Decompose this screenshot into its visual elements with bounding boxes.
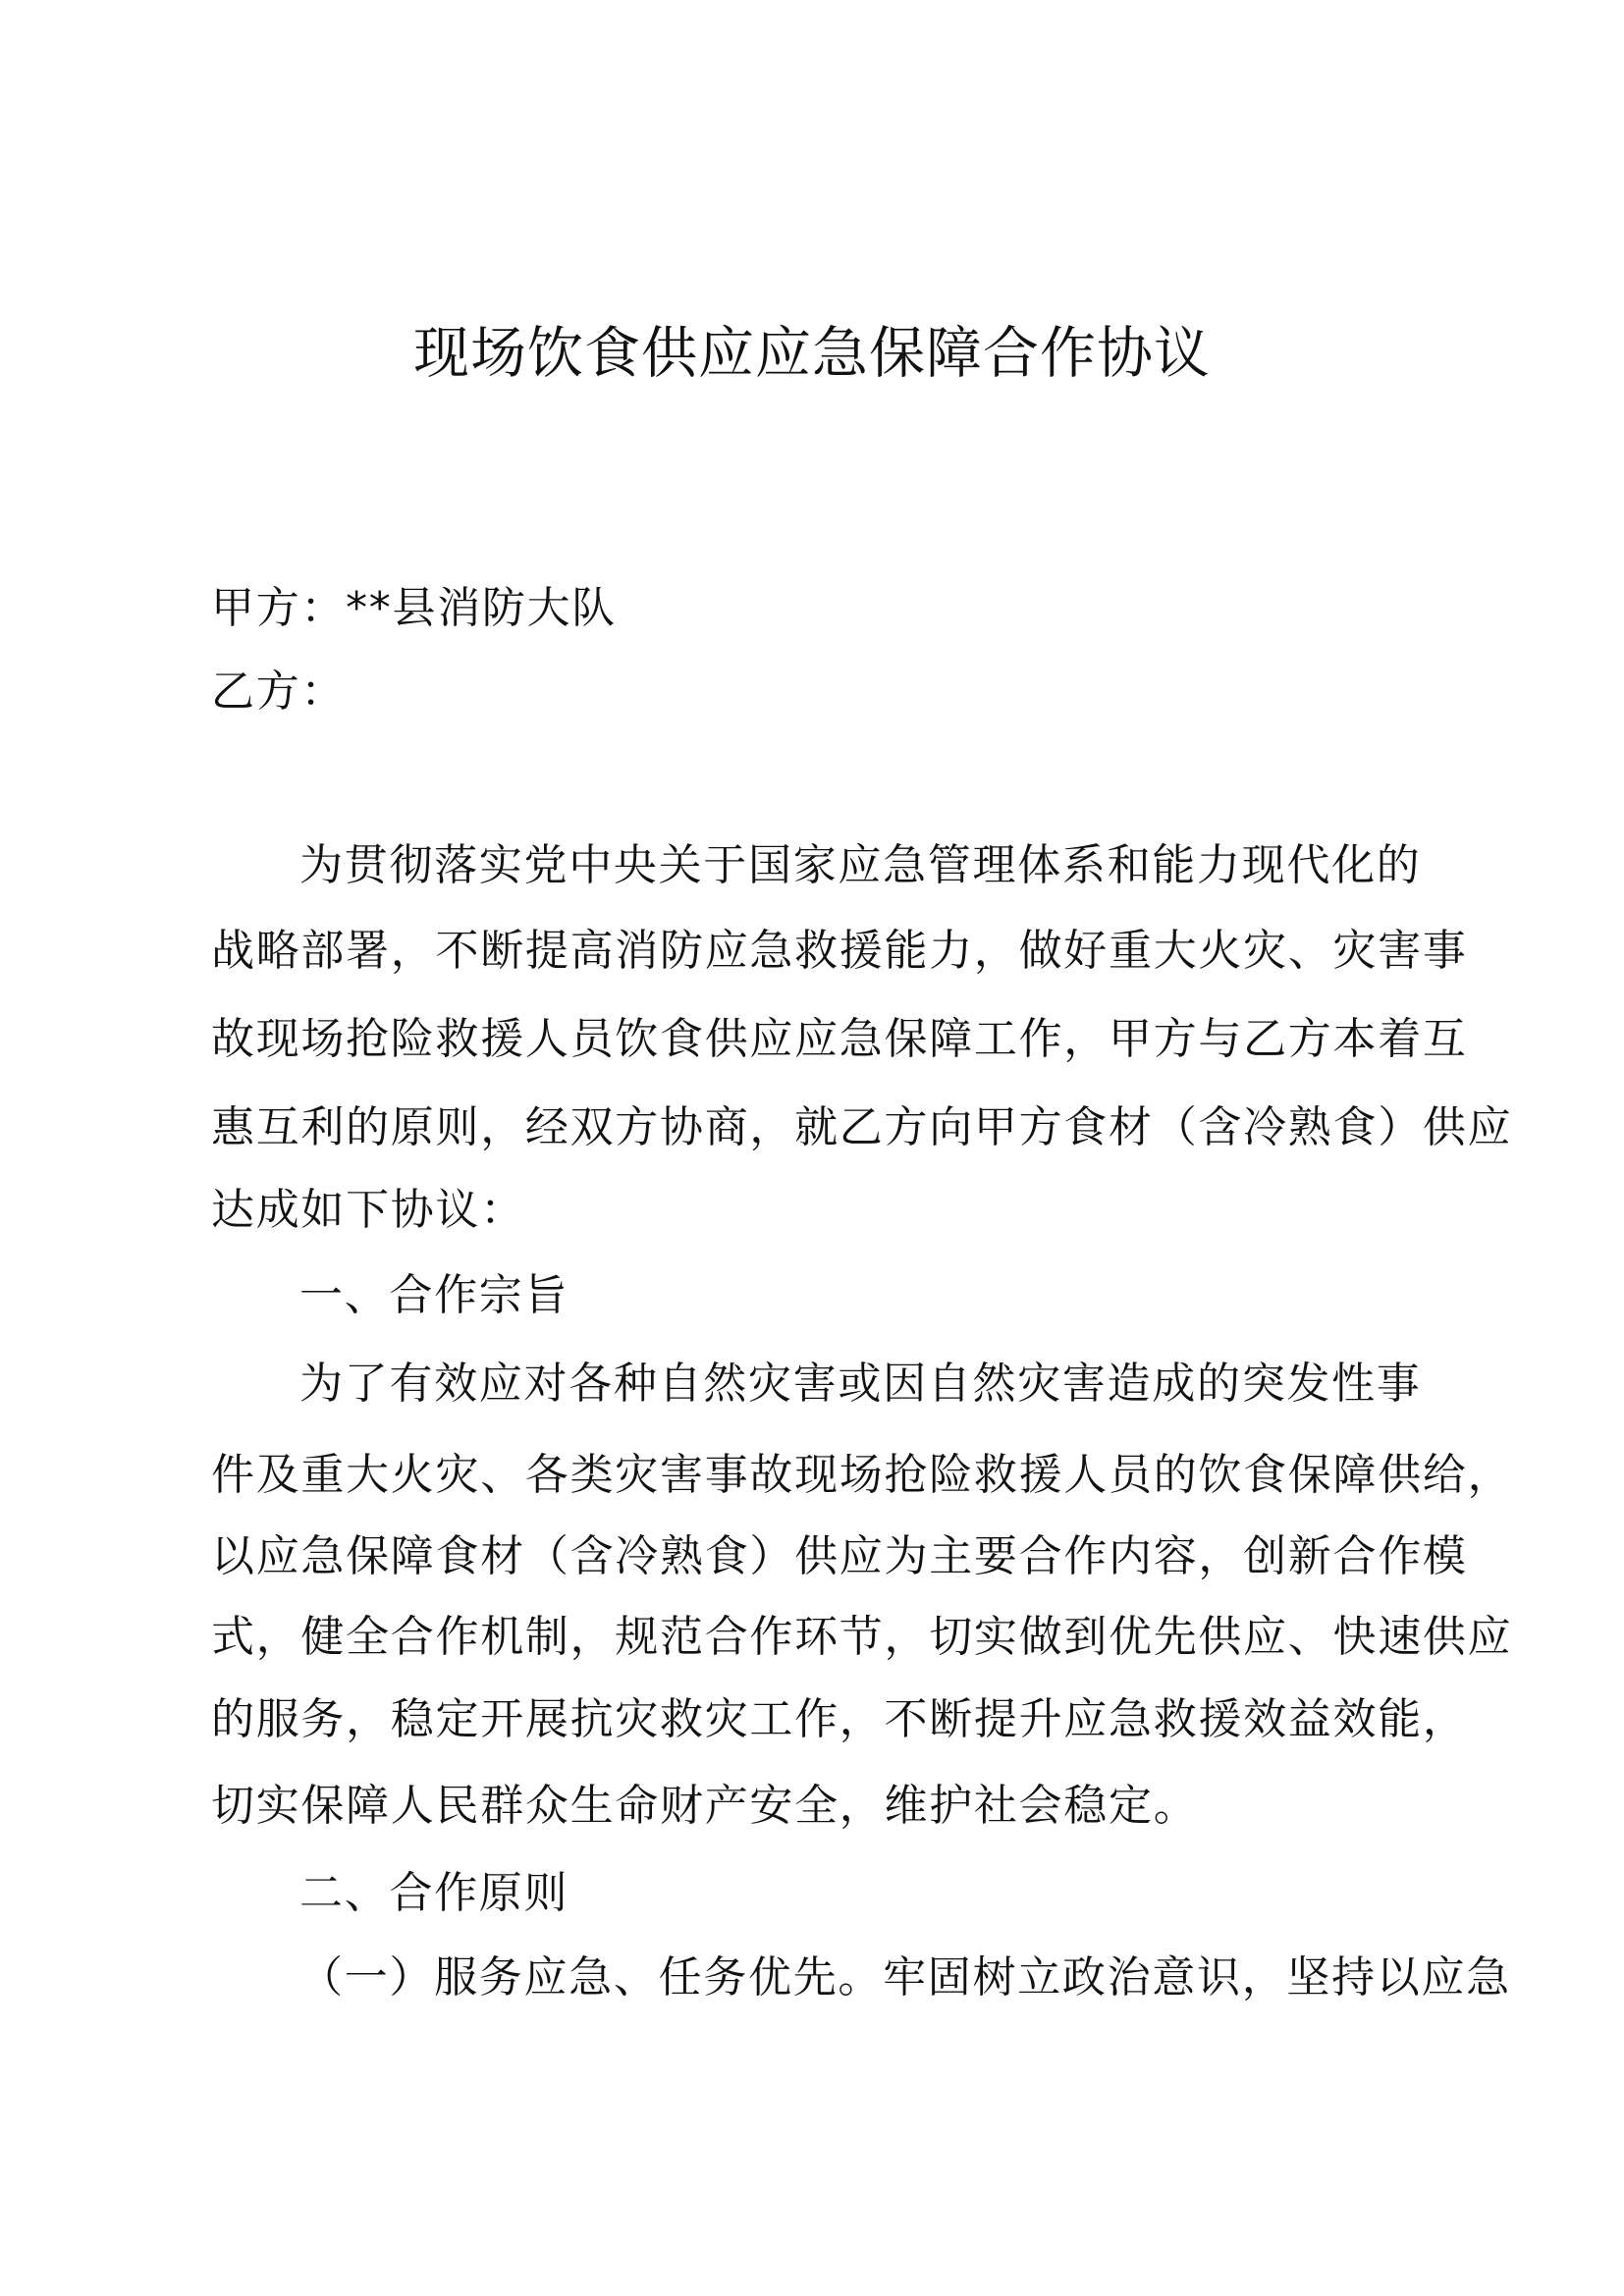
section1-line: 以应急保障食材（含冷熟食）供应为主要合作内容，创新合作模 (211, 1531, 1468, 1581)
section1-line: 式，健全合作机制，规范合作环节，切实做到优先供应、快速供应 (211, 1612, 1513, 1662)
preamble-line: 惠互利的原则，经双方协商，就乙方向甲方食材（含冷熟食）供应 (211, 1102, 1513, 1152)
section1-line: 为了有效应对各种自然灾害或因自然灾害造成的突发性事 (299, 1359, 1422, 1409)
section-heading: 一、合作宗旨 (299, 1270, 569, 1320)
preamble-line: 故现场抢险救援人员饮食供应应急保障工作，甲方与乙方本着互 (211, 1014, 1468, 1064)
party-a: 甲方：**县消防大队 (211, 583, 617, 633)
section1-line: 切实保障人民群众生命财产安全，维护社会稳定。 (211, 1781, 1199, 1831)
section1-line: 的服务，稳定开展抗灾救灾工作，不断提升应急救援效益效能， (211, 1694, 1468, 1744)
section-heading: 二、合作原则 (299, 1868, 569, 1918)
preamble-line: 战略部署，不断提高消防应急救援能力，做好重大火灾、灾害事 (211, 926, 1468, 976)
document-title: 现场饮食供应应急保障合作协议 (413, 321, 1211, 386)
party-b: 乙方： (211, 667, 347, 717)
section1-line: 件及重大火灾、各类灾害事故现场抢险救援人员的饮食保障供给， (211, 1450, 1513, 1500)
section2-item: （一）服务应急、任务优先。牢固树立政治意识，坚持以应急 (299, 1952, 1511, 2002)
preamble-line: 为贯彻落实党中央关于国家应急管理体系和能力现代化的 (299, 840, 1422, 890)
preamble-line: 达成如下协议： (211, 1185, 525, 1235)
